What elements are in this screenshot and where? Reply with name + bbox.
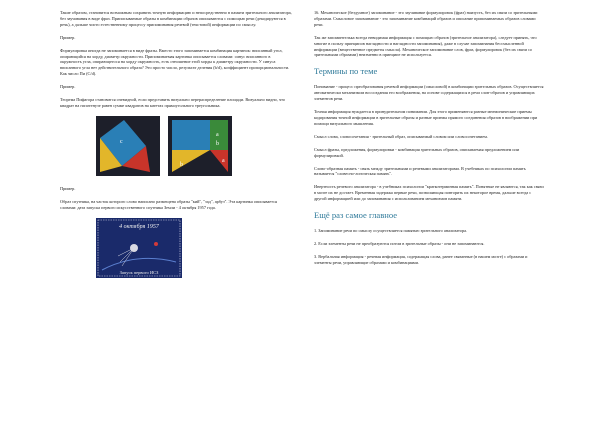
pythagoras-figure-2 <box>168 116 232 176</box>
pythagoras-illustrations <box>96 116 292 176</box>
example-label-1: Пример. <box>60 34 76 40</box>
pythagoras-label-b2: b <box>180 161 183 168</box>
stamp-caption: Запуск первого ИСЗ <box>119 269 159 275</box>
term-word-meaning: Смысл слова, словосочетания - зрительный образ, описываемый словом или словосочетанием. <box>314 133 488 139</box>
term-word-image-memory: Слово-образная память - связь между зрительными и речевыми анализаторами. В учебниках по психологии память называется "словесно-логическая память". <box>314 165 526 177</box>
heading-main-points: Ещё раз самое главное <box>314 210 398 221</box>
paragraph-intro: Такие образом, становится возможным сохранить точную информацию и непосредственно в памяти зрительного анализатора, без заучивания в виде фраз. Приписываемые образы в комбинации образов описываются с помощью речи (декодируются в речь), а дальше чисто естественному процессу припоминания речевой (текстовой) информации по смыслу. <box>60 10 292 27</box>
paragraph-pythagoras: Теорема Пифагора становится очевидной, если представить визуально перераспределение площади. Визуально видно, что квадрат на гипотенузе равен сумме квадратов на катетах прямоугольного треугольника. <box>60 97 286 108</box>
example-label-2: Пример. <box>60 84 76 90</box>
example-label-3: Пример. <box>60 185 76 191</box>
paragraph-mechanical-memory: 16. Механическое (бездумное) запоминание - это заучивание формулировок (фраз) наизусть, без их связи со зрительными образами. Смысловое запоминание - это запоминание комбинаций образов и описание припоминаемых образов словами речи. <box>314 10 538 27</box>
pythagoras-label-a2: a <box>222 157 225 164</box>
left-column <box>60 10 292 278</box>
main-point-2: 2. Если элементы речи не преобразуются потом в зрительные образы - они не запоминаются. <box>314 240 485 246</box>
term-phrase-meaning: Смысл фразы, предложения, формулировки - комбинация зрительных образов, описываемая предложением или формулировкой. <box>314 146 520 158</box>
paragraph-sputnik: Образ спутника, на часток которого слово написано размещена образы "кий", "зад", арбуз". Эта картинка описывается словами: дата запуска первого искусственного спутника Земли - 4 октября 1957 года. <box>60 198 277 210</box>
term-precise-info: Точная информация нуждается в принудительном понимании. Для этого применяются разные мнемонические приемы кодирования точной информации в зрительные образы и разные приемы прямого соединения образов в воображении при помощи визуального мышления. <box>314 109 538 126</box>
right-column <box>314 10 544 273</box>
green-square-b <box>210 120 228 150</box>
red-star-icon <box>154 242 158 246</box>
stamp-date: 4 октября 1957 <box>119 223 159 230</box>
paragraph-sine-example: Формулировка иногда не запоминается в виде фразы. Вместо этого запоминается комбинация картинок: вписанный угол, опирающийся на хорду, диаметр окружности. Припоминаемая картинка описывается словами: синус вписанного в окружность угла, опирающегося на хорду окружность, есть отношение этой хорды к диаметру окружности. У синуса вписанного угла нет действительного образа? Это просто число, результат деления (b/d), коэффициент пропорциональности. Как число Пи (C/d). <box>60 47 290 77</box>
pythagoras-figure-1 <box>96 116 160 176</box>
pythagoras-label-a1: a <box>216 131 219 138</box>
main-point-1: 1. Запоминание речи по смыслу осуществляется памятью зрительного анализатора. <box>314 228 468 234</box>
main-point-3: 3. Вербальная информация - речевая информация, содержащая слова, ранее связанные (в нашем мозге) с образами и элементы речи, управляющие образами и комбинациями. <box>314 253 528 265</box>
pythagoras-label-b1: b <box>216 140 219 147</box>
pythagoras-label-c: c <box>120 138 123 145</box>
sputnik-stamp <box>96 218 182 278</box>
term-inertia: Инертность речевого анализатора - в учебниках психологии "краткотерминная память". Понятные не являются, так как связи в мозге их не достает. Временная задержка первые речи, позволяющая повторить их некоторое время, дальше всегда с другой информацией или до запоминания с использованием механизмов памяти. <box>314 184 544 202</box>
heading-terms: Термины по теме <box>314 66 378 77</box>
blue-square-a <box>172 120 210 150</box>
paragraph-memory-note: Так же запоминтелька всегда невидимая информация с помощью образов (зрительное анализатора), следует принять, что многие в пользу принципов наглядности и наглядности запоминания), даже в случае запоминания бессмысленной информации (вещественное предметы смысла). Механическое запоминание слов, фраз, формулировок (без их связи со зрительными образами) неизменно в принципе не используется. <box>314 34 537 58</box>
term-understanding: Понимание - процесс преобразования речевой информации (смысловой) в комбинации зрительных образов. Осуществляется автоматически механизмом воссоздания его воображения, на основе содержащихся в речи слов-образов и управляющих элементов речи. <box>314 84 544 102</box>
